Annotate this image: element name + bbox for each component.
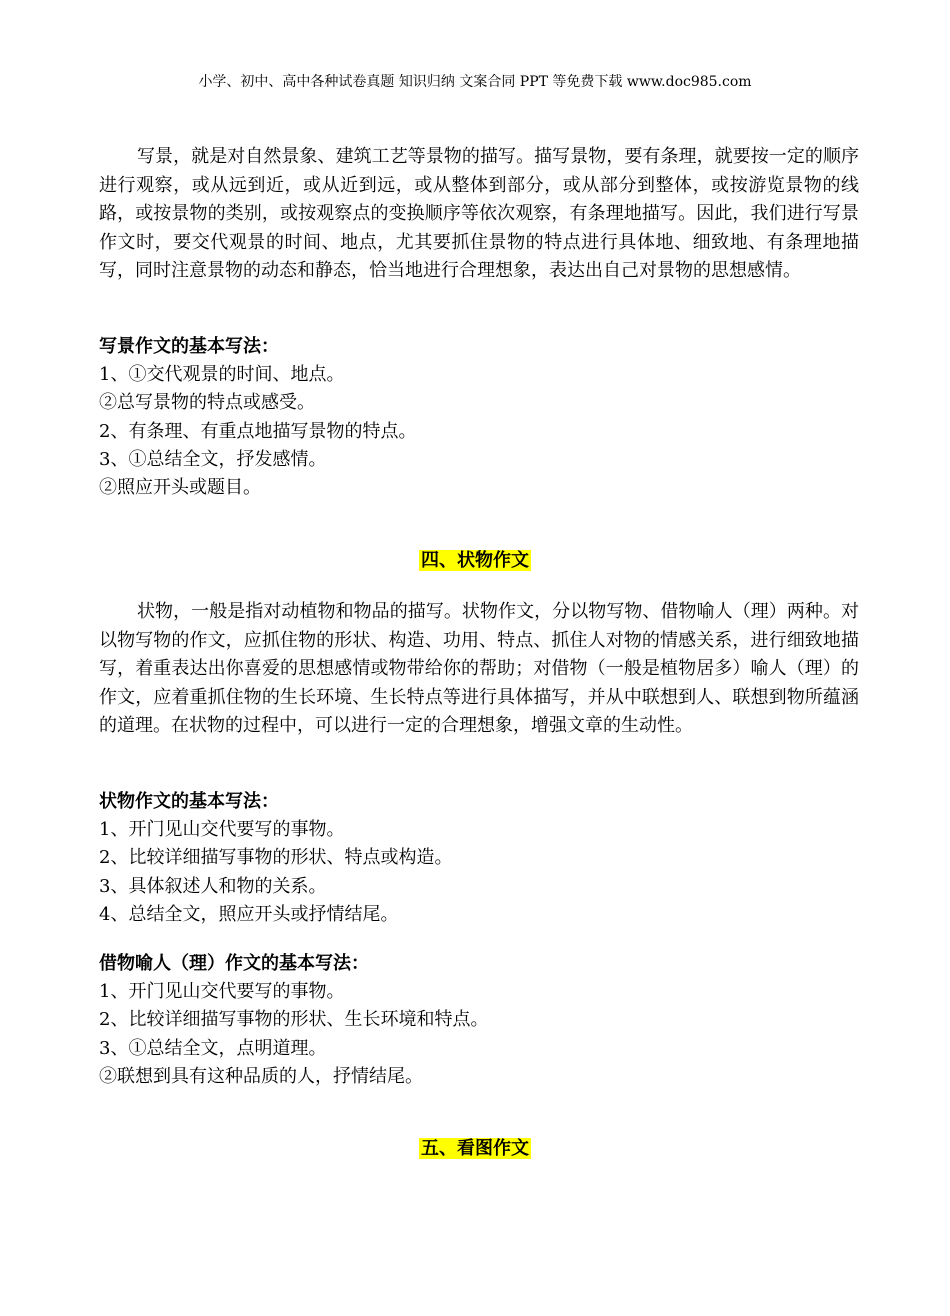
object-method-block <box>99 788 859 929</box>
scenery-method-heading: 写景作文的基本写法： <box>99 336 279 357</box>
section-title-5 <box>0 1136 950 1162</box>
section-title-4 <box>0 548 950 574</box>
list-item: ②总写景物的特点或感受。 <box>99 392 315 414</box>
metaphor-method-block <box>99 950 859 1091</box>
list-item: 3、①总结全文，点明道理。 <box>99 1037 327 1059</box>
list-item: 3、具体叙述人和物的关系。 <box>99 875 327 897</box>
list-item: 2、比较详细描写事物的形状、特点或构造。 <box>99 847 453 869</box>
list-item: 3、①总结全文，抒发感情。 <box>99 448 327 470</box>
list-item: 1、①交代观景的时间、地点。 <box>99 364 345 386</box>
section-title-5-text: 五、看图作文 <box>421 1138 529 1159</box>
scenery-method-block <box>99 333 859 502</box>
list-item: ②联想到具有这种品质的人，抒情结尾。 <box>99 1065 423 1087</box>
list-item: 2、比较详细描写事物的形状、生长环境和特点。 <box>99 1009 489 1031</box>
list-item: ②照应开头或题目。 <box>99 477 261 499</box>
list-item: 1、开门见山交代要写的事物。 <box>99 981 345 1003</box>
list-item: 4、总结全文，照应开头或抒情结尾。 <box>99 903 399 925</box>
list-item: 1、开门见山交代要写的事物。 <box>99 819 345 841</box>
metaphor-method-heading: 借物喻人（理）作文的基本写法： <box>99 953 369 974</box>
section4-paragraph: 状物，一般是指对动植物和物品的描写。状物作文，分以物写物、借物喻人（理）两种。对以物写物的作文，应抓住物的形状、构造、功用、特点、抓住人对物的情感关系，进行细致地描写，着重表达出你喜爱的思想感情或物带给你的帮助；对借物（一般是植物居多）喻人（理）的作文，应着重抓住物的生长环境、生长特点等进行具体描写，并从中联想到人、联想到物所蕴涵的道理。在状物的过程中，可以进行一定的合理想象，增强文章的生动性。 <box>99 601 859 737</box>
list-item: 2、有条理、有重点地描写景物的特点。 <box>99 420 417 442</box>
intro-paragraph: 写景，就是对自然景象、建筑工艺等景物的描写。描写景物，要有条理，就要按一定的顺序进行观察，或从远到近，或从近到远，或从整体到部分，或从部分到整体，或按游览景物的线路，或按景物的类别，或按观察点的变换顺序等依次观察，有条理地描写。因此，我们进行写景作文时，要交代观景的时间、地点，尤其要抓住景物的特点进行具体地、细致地、有条理地描写，同时注意景物的动态和静态，恰当地进行合理想象，表达出自己对景物的思想感情。 <box>99 146 859 282</box>
object-method-heading: 状物作文的基本写法： <box>99 791 279 812</box>
section-title-4-text: 四、状物作文 <box>421 550 529 571</box>
page-header: 小学、初中、高中各种试卷真题 知识归纳 文案合同 PPT 等免费下载 www.doc985.com <box>198 74 752 90</box>
